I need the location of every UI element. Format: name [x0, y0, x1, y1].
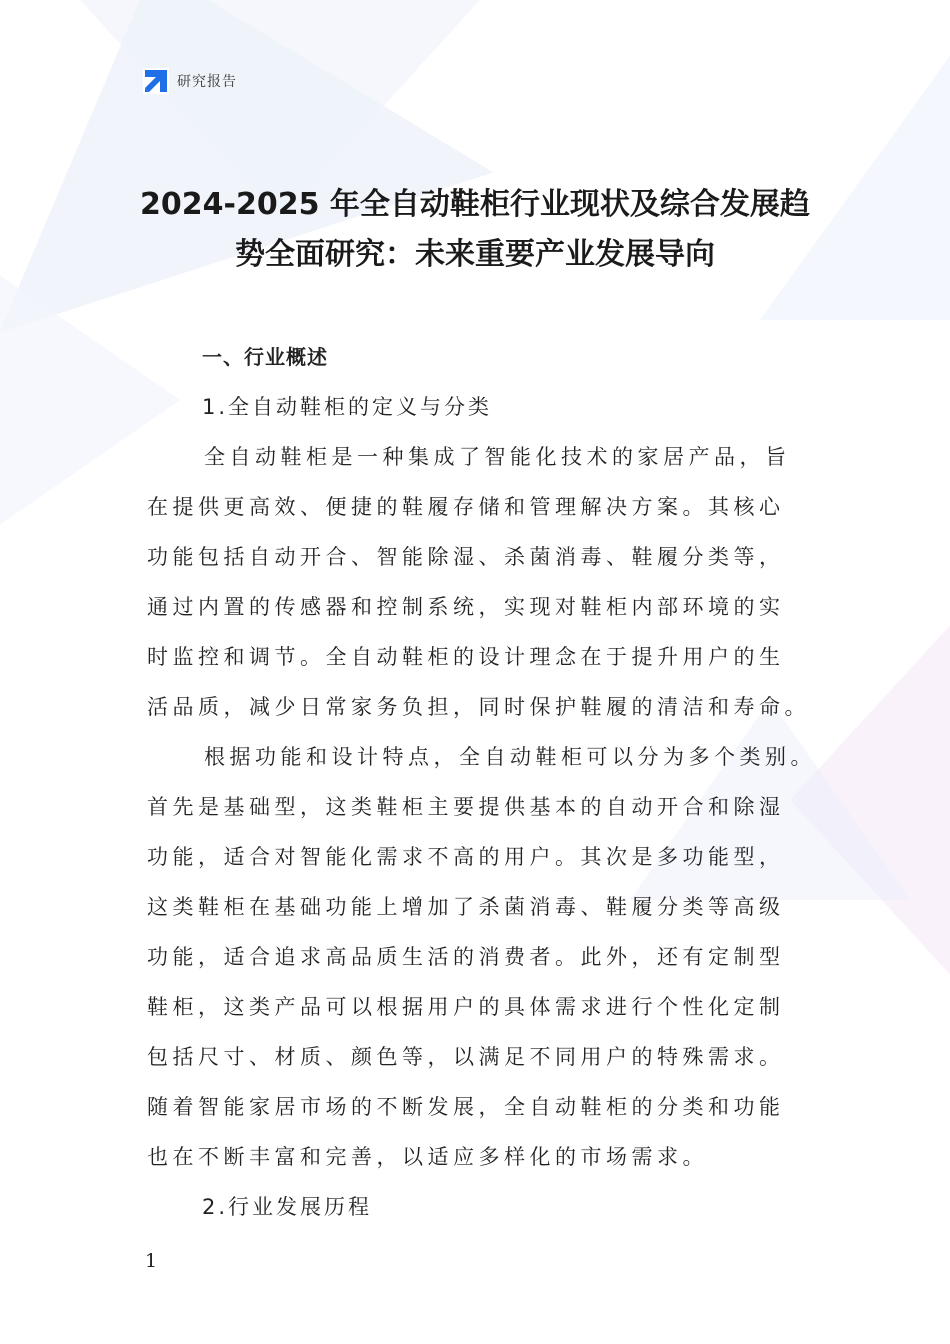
- paragraph-definition: [147, 432, 810, 732]
- title-line-2: 势全面研究：未来重要产业发展导向: [235, 237, 715, 272]
- page-number: 1: [145, 1250, 158, 1272]
- paragraph-line: 功能，适合对智能化需求不高的用户。其次是多功能型，: [147, 845, 785, 869]
- document-body: [147, 332, 816, 1232]
- paragraph-line: 活品质，减少日常家务负担，同时保护鞋履的清洁和寿命。: [147, 695, 810, 719]
- paragraph-line: 功能包括自动开合、智能除湿、杀菌消毒、鞋履分类等，: [147, 545, 785, 569]
- subsection-heading: 1.全自动鞋柜的定义与分类: [202, 395, 493, 419]
- title-line-1: 2024-2025 年全自动鞋柜行业现状及综合发展趋: [140, 187, 810, 222]
- section-heading: 一、行业概述: [202, 345, 328, 369]
- document-title: [100, 180, 850, 280]
- paragraph-line: 这类鞋柜在基础功能上增加了杀菌消毒、鞋履分类等高级: [147, 895, 785, 919]
- header-label: 研究报告: [177, 74, 237, 90]
- paragraph-line: 功能，适合追求高品质生活的消费者。此外，还有定制型: [147, 945, 785, 969]
- paragraph-line: 在提供更高效、便捷的鞋履存储和管理解决方案。其核心: [147, 495, 785, 519]
- arrow-logo-icon: [143, 68, 169, 94]
- paragraph-line: 根据功能和设计特点，全自动鞋柜可以分为多个类别。: [204, 745, 816, 769]
- subsection-heading: 2.行业发展历程: [202, 1195, 373, 1219]
- paragraph-line: 包括尺寸、材质、颜色等，以满足不同用户的特殊需求。: [147, 1045, 785, 1069]
- paragraph-line: 鞋柜，这类产品可以根据用户的具体需求进行个性化定制: [147, 995, 785, 1019]
- paragraph-line: 随着智能家居市场的不断发展，全自动鞋柜的分类和功能: [147, 1095, 785, 1119]
- paragraph-line: 通过内置的传感器和控制系统，实现对鞋柜内部环境的实: [147, 595, 785, 619]
- paragraph-line: 全自动鞋柜是一种集成了智能化技术的家居产品，旨: [204, 445, 791, 469]
- paragraph-classification: [147, 732, 816, 1182]
- report-header: [143, 68, 237, 94]
- paragraph-line: 首先是基础型，这类鞋柜主要提供基本的自动开合和除湿: [147, 795, 785, 819]
- paragraph-line: 时监控和调节。全自动鞋柜的设计理念在于提升用户的生: [147, 645, 785, 669]
- paragraph-line: 也在不断丰富和完善，以适应多样化的市场需求。: [147, 1145, 708, 1169]
